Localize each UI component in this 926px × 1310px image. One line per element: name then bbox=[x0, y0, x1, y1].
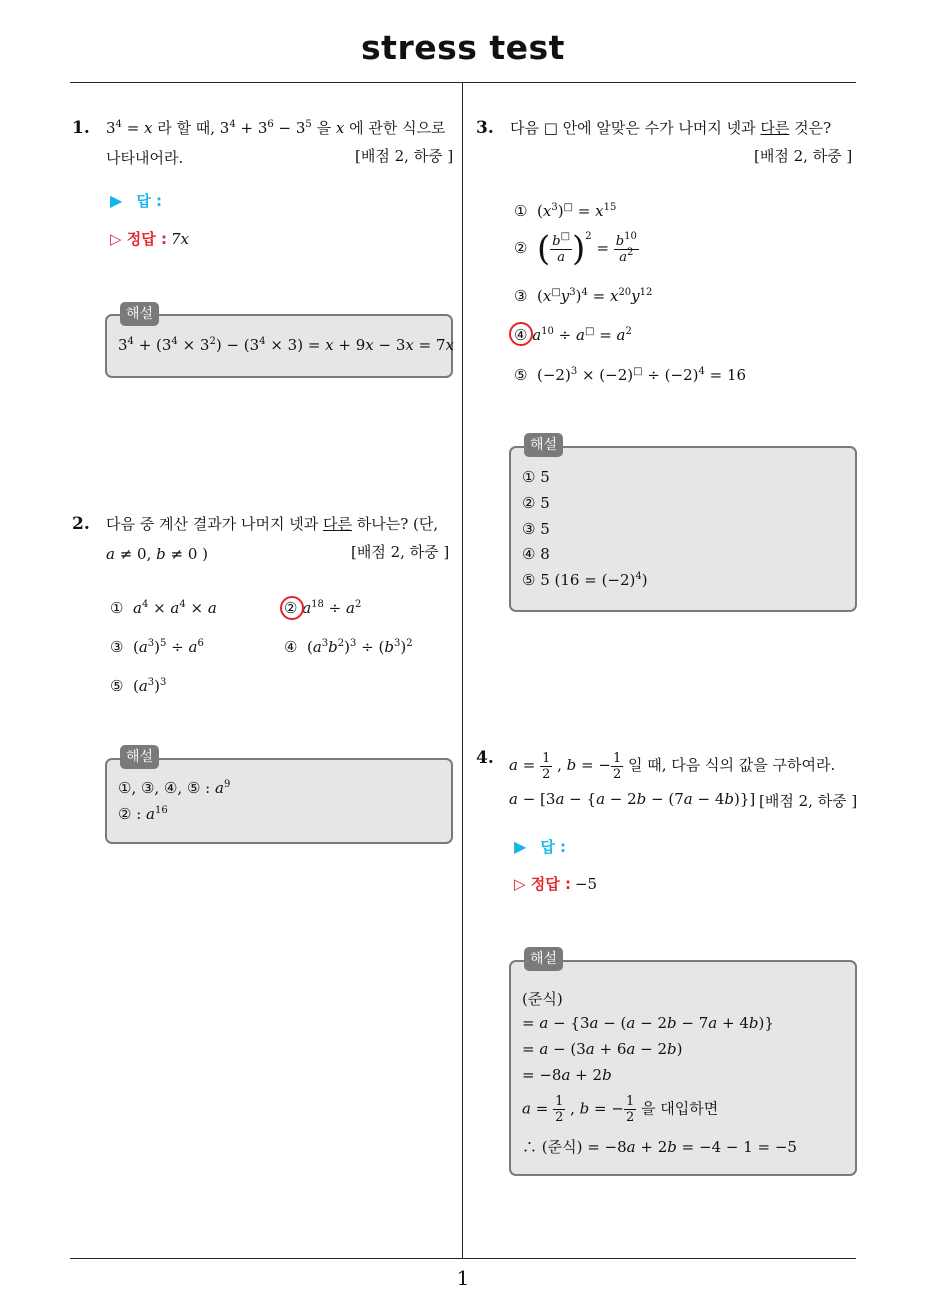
question-2-score: [배점 2, 하중 ] bbox=[351, 543, 450, 561]
page-number: 1 bbox=[456, 1266, 470, 1290]
question-1-explanation-badge: 해설 bbox=[120, 302, 159, 326]
question-3-explanation-line-2: ② 5 bbox=[522, 494, 550, 512]
question-2-number: 2. bbox=[72, 514, 90, 534]
triangle-outline-icon: ▷ bbox=[514, 875, 526, 893]
question-2-option-2[interactable]: ② $a^{18} \div a^2$ bbox=[284, 599, 362, 617]
question-2-explanation-badge: 해설 bbox=[120, 745, 159, 769]
question-2-explanation-box bbox=[105, 758, 453, 844]
question-2-explanation-line-2: ② : $a^{16}$ bbox=[118, 805, 168, 823]
question-3-option-5[interactable]: ⑤ $(-2)^3 \times (-2)^□ \div (-2)^4 = 16$ bbox=[514, 366, 747, 384]
question-4-correct: ▷ 정답 : −5 bbox=[514, 875, 598, 893]
question-3-text: 다음 □ 안에 알맞은 수가 나머지 넷과 다른 것은? bbox=[510, 119, 832, 137]
question-1-correct-value: 7x bbox=[170, 230, 189, 248]
question-4-explanation-line-1: (준식) bbox=[522, 990, 563, 1008]
question-1-text: $3^4 = x$ 라 할 때, $3^4 + 3^6 - 3^5$ 을 x 에 관한 식으로 나타내어라. bbox=[106, 119, 446, 167]
question-2-option-1[interactable]: ① $a^4 \times a^4 \times a$ bbox=[110, 599, 217, 617]
question-4-text: a = $\frac{1}{2}$ , b = − $\frac{1}{2}$ 일 때, 다음 식의 값을 구하여라. a − [3a − {a − 2b − (7a − 4b)}] bbox=[509, 750, 836, 808]
selected-circle-mark bbox=[509, 322, 533, 346]
question-3-explanation-line-1: ① 5 bbox=[522, 468, 550, 486]
question-1-answer: ▶ 답 : bbox=[110, 191, 163, 210]
column-divider bbox=[462, 83, 463, 1258]
question-4-explanation-line-2: = a − {3a − (a − 2b − 7a + 4b)} bbox=[522, 1014, 774, 1032]
question-4-explanation-line-5: a = $\frac{1}{2}$ , b = − $\frac{1}{2}$ 을 대입하면 bbox=[522, 1094, 719, 1125]
question-4-explanation-line-4: = −8a + 2b bbox=[522, 1066, 612, 1084]
question-3-explanation-badge: 해설 bbox=[524, 433, 563, 457]
question-1-explanation-text: $3^4 + (3^4 \times 3^2) - (3^4 \times 3) = x + 9x - 3x = 7x$ bbox=[118, 336, 455, 354]
question-3-score: [배점 2, 하중 ] bbox=[754, 147, 853, 165]
page-title: stress test bbox=[361, 28, 565, 67]
question-4-correct-value: −5 bbox=[574, 875, 598, 893]
question-2-option-3[interactable]: ③ $(a^3)^5 \div a^6$ bbox=[110, 638, 204, 656]
question-4-explanation-badge: 해설 bbox=[524, 947, 563, 971]
question-1-number: 1. bbox=[72, 118, 90, 138]
triangle-outline-icon: ▷ bbox=[110, 230, 122, 248]
question-4-score: [배점 2, 하중 ] bbox=[759, 792, 858, 810]
question-3-explanation-line-3: ③ 5 bbox=[522, 520, 550, 538]
question-4-answer: ▶ 답 : bbox=[514, 837, 567, 856]
question-3-number: 3. bbox=[476, 118, 494, 138]
question-2-explanation-line-1: ①, ③, ④, ⑤ : $a^9$ bbox=[118, 779, 231, 797]
question-4-explanation-line-6: ∴ (준식) = −8a + 2b = −4 − 1 = −5 bbox=[522, 1138, 797, 1156]
question-4-number: 4. bbox=[476, 748, 494, 768]
question-2-option-4[interactable]: ④ $(a^3b^2)^3 \div (b^3)^2$ bbox=[284, 638, 413, 656]
question-3-option-1[interactable]: ① $(x^3)^□ = x^{15}$ bbox=[514, 202, 617, 220]
play-icon: ▶ bbox=[110, 191, 123, 210]
question-3-explanation-line-5: ⑤ 5 $(16 = (-2)^4)$ bbox=[522, 571, 648, 589]
question-2-text: 다음 중 계산 결과가 나머지 넷과 다른 하나는? (단, a ≠ 0, b ≠ 0 ) bbox=[106, 515, 439, 563]
question-2-option-5[interactable]: ⑤ $(a^3)^3$ bbox=[110, 677, 167, 695]
question-1-correct: ▷ 정답 : 7x bbox=[110, 230, 189, 248]
question-4-explanation-line-3: = a − (3a + 6a − 2b) bbox=[522, 1040, 683, 1058]
question-1-score: [배점 2, 하중 ] bbox=[355, 147, 454, 165]
question-3-option-4[interactable]: ④ $a^{10} \div a^□ = a^2$ bbox=[514, 326, 632, 344]
selected-circle-mark bbox=[280, 596, 304, 620]
play-icon: ▶ bbox=[514, 837, 527, 856]
question-3-explanation-line-4: ④ 8 bbox=[522, 545, 550, 563]
top-divider bbox=[70, 82, 856, 83]
bottom-divider bbox=[70, 1258, 856, 1259]
question-3-option-2[interactable]: ② ( $\frac{b^□}{a}$ )$^2$ = $\frac{b^{10}}{a^2}$ bbox=[514, 229, 637, 269]
question-3-option-3[interactable]: ③ $(x^□y^3)^4 = x^{20}y^{12}$ bbox=[514, 287, 653, 305]
